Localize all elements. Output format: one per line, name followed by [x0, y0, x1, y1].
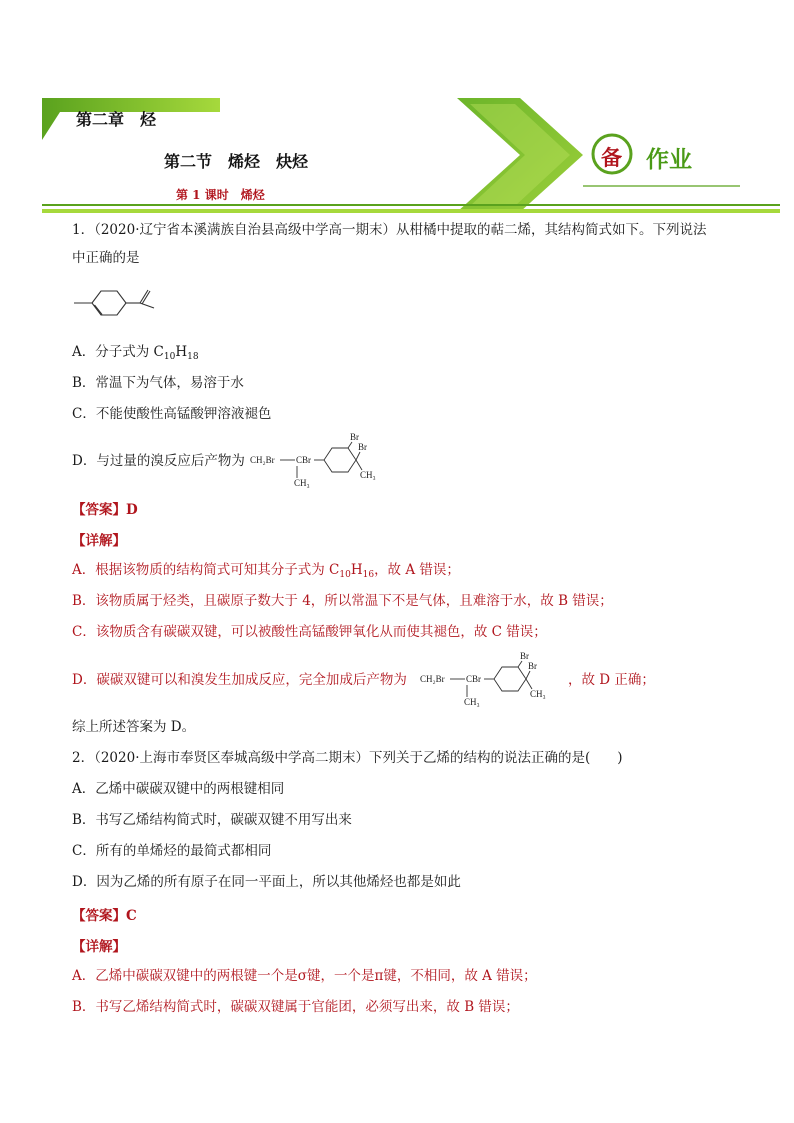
q1-exp-d-suffix: ，故 D 正确；	[568, 672, 655, 688]
q1-exp-c: C．该物质含有碳碳双键，可以被酸性高锰酸钾氧化从而使其褪色，故 C 错误；	[72, 624, 547, 640]
q2-stem: 2．（2020·上海市奉贤区奉城高级中学高二期末）下列关于乙烯的结构的说法正确的是( )	[72, 750, 623, 766]
q1-exp-a: A．根据该物质的结构简式可知其分子式为 $C_{10}H_{16}$，故 A 错误；	[72, 562, 460, 580]
svg-text:CBr: CBr	[296, 455, 312, 465]
q1-stem-line1: 1．（2020·辽宁省本溪满族自治县高级中学高一期末）从柑橘中提取的萜二烯，其结构简式如下。下列说法	[72, 222, 707, 238]
limonene-structure	[70, 282, 170, 324]
svg-text:CH₃: CH₃	[464, 697, 480, 707]
product-structure-d	[250, 428, 390, 490]
q2-option-c: C．所有的单烯烃的最简式都相同	[72, 843, 272, 859]
svg-text:Br: Br	[350, 432, 359, 442]
q2-option-b: B．书写乙烯结构简式时，碳碳双键不用写出来	[72, 812, 352, 828]
q1-option-b: B．常温下为气体，易溶于水	[72, 375, 244, 391]
q2-option-a: A．乙烯中碳碳双键中的两根键相同	[72, 781, 285, 797]
svg-text:Br: Br	[528, 661, 537, 671]
svg-text:Br: Br	[358, 442, 367, 452]
q1-stem-line2: 中正确的是	[72, 250, 140, 266]
chapter-title: 第二章 烃	[76, 110, 157, 129]
svg-text:CH₂Br: CH₂Br	[420, 674, 445, 684]
lesson-title: 第 1 课时 烯烃	[176, 188, 265, 202]
svg-text:CBr: CBr	[466, 674, 482, 684]
svg-text:CH₃: CH₃	[360, 470, 376, 480]
q1-option-d: D．与过量的溴反应后产物为	[72, 453, 245, 469]
q2-option-d: D．因为乙烯的所有原子在同一平面上，所以其他烯烃也都是如此	[72, 874, 461, 890]
svg-text:CH₂Br: CH₂Br	[250, 455, 275, 465]
product-structure-exp	[420, 647, 560, 709]
q1-exp-b: B．该物质属于烃类，且碳原子数大于 4，所以常温下不是气体，且难溶于水，故 B 错误；	[72, 593, 613, 609]
q2-exp-b: B．书写乙烯结构简式时，碳碳双键属于官能团，必须写出来，故 B 错误；	[72, 999, 519, 1015]
svg-text:CH₃: CH₃	[530, 689, 546, 699]
q2-exp-a: A．乙烯中碳碳双键中的两根键一个是σ键，一个是π键，不相同，故 A 错误；	[72, 968, 537, 984]
q1-answer: 【答案】D	[72, 502, 138, 518]
q2-answer: 【答案】C	[72, 908, 137, 924]
q1-option-c: C．不能使酸性高锰酸钾溶液褪色	[72, 406, 272, 422]
q1-explain-label: 【详解】	[72, 533, 126, 549]
section-title: 第二节 烯烃 炔烃	[164, 152, 309, 171]
badge-char: 备	[601, 146, 622, 170]
q1-exp-d-prefix: D．碳碳双键可以和溴发生加成反应，完全加成后产物为	[72, 672, 407, 688]
q1-summary: 综上所述答案为 D。	[72, 719, 196, 735]
q1-option-a: A．分子式为 $C_{10}H_{18}$	[72, 344, 199, 362]
badge-label: 作业	[646, 147, 692, 173]
q2-explain-label: 【详解】	[72, 939, 126, 955]
svg-text:Br: Br	[520, 651, 529, 661]
svg-text:CH₃: CH₃	[294, 478, 310, 488]
